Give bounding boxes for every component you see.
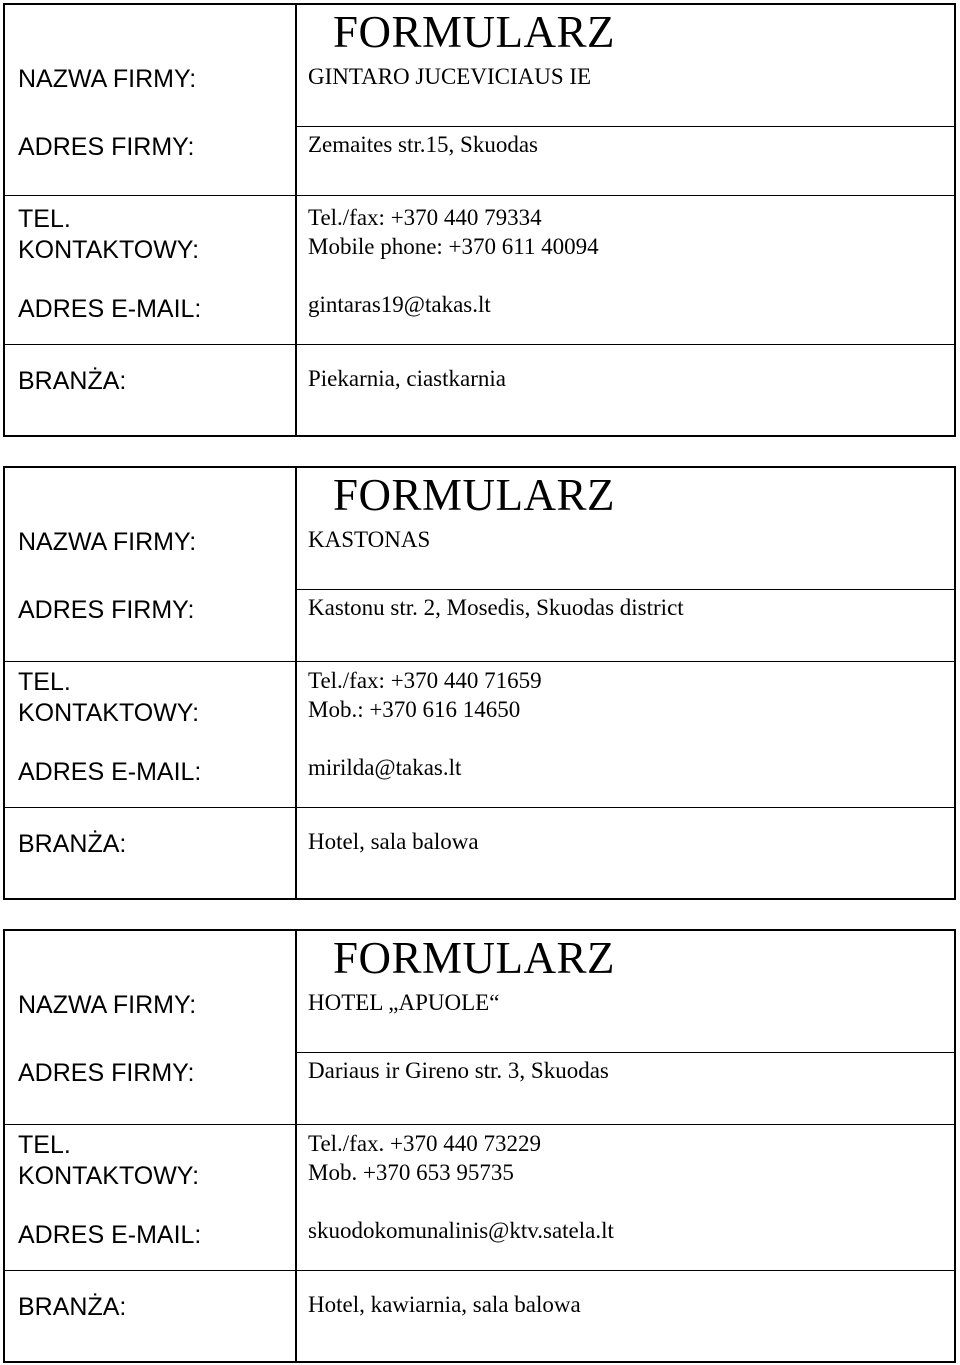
form-2 [3, 466, 956, 900]
tel-label-line1: TEL. [18, 1131, 71, 1159]
column-divider [295, 468, 297, 898]
email-value: skuodokomunalinis@ktv.satela.lt [308, 1218, 614, 1243]
email-label: ADRES E-MAIL: [18, 758, 202, 786]
company-address-value: Dariaus ir Gireno str. 3, Skuodas [308, 1058, 609, 1083]
industry-value: Piekarnia, ciastkarnia [308, 366, 506, 391]
company-name-label: NAZWA FIRMY: [18, 528, 197, 556]
row-divider [5, 195, 954, 196]
form-3 [3, 929, 956, 1363]
column-divider [295, 5, 297, 435]
row-divider [295, 126, 954, 127]
phone-value-line2: Mob. +370 653 95735 [308, 1160, 514, 1185]
company-address-label: ADRES FIRMY: [18, 596, 195, 624]
email-value: mirilda@takas.lt [308, 755, 462, 780]
phone-value-line1: Tel./fax: +370 440 79334 [308, 205, 542, 230]
form-title: FORMULARZ [333, 933, 616, 983]
company-address-value: Zemaites str.15, Skuodas [308, 132, 538, 157]
tel-label-line2: KONTAKTOWY: [18, 1162, 200, 1190]
company-name-value: KASTONAS [308, 527, 431, 552]
tel-label-line2: KONTAKTOWY: [18, 699, 200, 727]
row-divider [5, 1270, 954, 1271]
email-label: ADRES E-MAIL: [18, 1221, 202, 1249]
tel-label-line2: KONTAKTOWY: [18, 236, 200, 264]
industry-label: BRANŻA: [18, 367, 127, 395]
column-divider [295, 931, 297, 1361]
company-address-label: ADRES FIRMY: [18, 1059, 195, 1087]
company-name-label: NAZWA FIRMY: [18, 65, 197, 93]
row-divider [5, 661, 954, 662]
email-label: ADRES E-MAIL: [18, 295, 202, 323]
phone-value-line1: Tel./fax: +370 440 71659 [308, 668, 542, 693]
industry-value: Hotel, kawiarnia, sala balowa [308, 1292, 581, 1317]
form-title: FORMULARZ [333, 470, 616, 520]
phone-value-line2: Mob.: +370 616 14650 [308, 697, 521, 722]
form-1 [3, 3, 956, 437]
row-divider [5, 807, 954, 808]
industry-label: BRANŻA: [18, 1293, 127, 1321]
row-divider [5, 1124, 954, 1125]
industry-value: Hotel, sala balowa [308, 829, 479, 854]
phone-value-line2: Mobile phone: +370 611 40094 [308, 234, 599, 259]
company-name-value: GINTARO JUCEVICIAUS IE [308, 64, 592, 89]
company-address-value: Kastonu str. 2, Mosedis, Skuodas district [308, 595, 684, 620]
company-name-label: NAZWA FIRMY: [18, 991, 197, 1019]
email-value: gintaras19@takas.lt [308, 292, 491, 317]
row-divider [295, 589, 954, 590]
row-divider [295, 1052, 954, 1053]
phone-value-line1: Tel./fax. +370 440 73229 [308, 1131, 542, 1156]
tel-label-line1: TEL. [18, 668, 71, 696]
company-address-label: ADRES FIRMY: [18, 133, 195, 161]
industry-label: BRANŻA: [18, 830, 127, 858]
company-name-value: HOTEL „APUOLE“ [308, 990, 500, 1015]
row-divider [5, 344, 954, 345]
tel-label-line1: TEL. [18, 205, 71, 233]
form-title: FORMULARZ [333, 7, 616, 57]
